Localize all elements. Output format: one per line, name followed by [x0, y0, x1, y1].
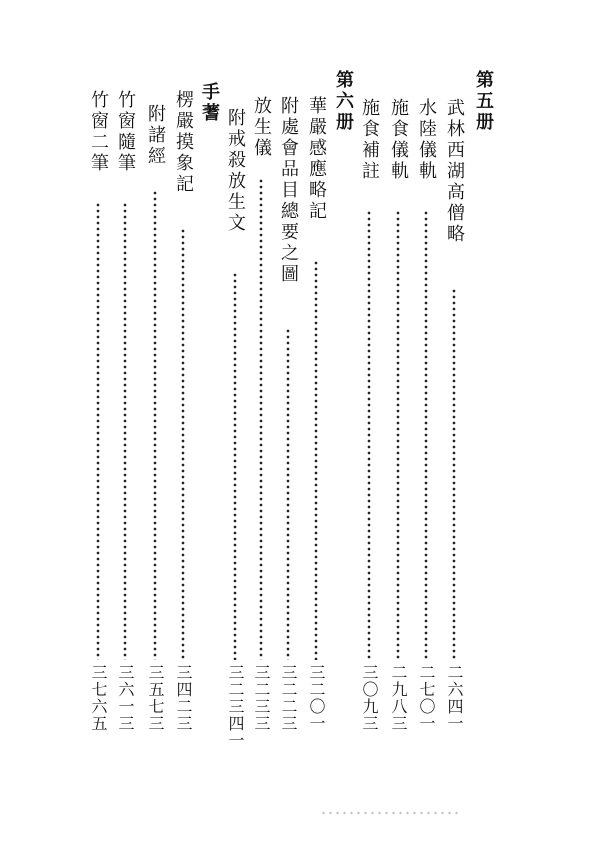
toc-entry-label: 施食補註 [359, 98, 380, 182]
scan-noise-marks [320, 810, 460, 816]
toc-entry-label: 放生儀 [251, 96, 272, 159]
toc-entry-page: 二七〇一 [417, 664, 436, 732]
toc-entry [413, 60, 439, 760]
volume-6-title: 第六册 [333, 70, 354, 133]
toc-entry-page: 三二二三 [279, 664, 298, 732]
toc-entry [222, 60, 248, 760]
toc-entry-page: 三二三三 [252, 664, 271, 732]
toc-entry [170, 60, 196, 760]
toc-entry [385, 60, 411, 760]
toc-entry [142, 60, 168, 760]
toc-entry [248, 60, 274, 760]
toc-entry-label: 施食儀軌 [388, 98, 409, 182]
toc-entry-label: 附諸經 [145, 104, 166, 167]
toc-entry-label: 竹窗隨筆 [115, 90, 136, 174]
toc-entry-label: 竹窗二筆 [88, 90, 109, 174]
leader-dots [286, 328, 290, 660]
toc-entry-page: 三五七三 [146, 664, 165, 732]
volume-5-title: 第五册 [473, 70, 494, 133]
manuscripts-heading-column [196, 60, 222, 760]
toc-entry [441, 60, 467, 760]
toc-entry [356, 60, 382, 760]
leader-dots [452, 288, 456, 660]
toc-entry-page: 三六一三 [116, 664, 135, 732]
volume-5-heading-column [470, 60, 496, 760]
toc-entry-page: 三四二三 [174, 664, 193, 732]
volume-6-heading-column [330, 60, 356, 760]
toc-entry [275, 60, 301, 760]
toc-entry [85, 60, 111, 760]
leader-dots [123, 202, 127, 660]
toc-entry-page: 二九八三 [389, 664, 408, 732]
leader-dots [96, 202, 100, 660]
toc-entry-page: 三七六五 [89, 664, 108, 732]
toc-entry-label: 水陸儀軌 [416, 98, 437, 182]
toc-entry-label: 楞嚴摸象記 [173, 90, 194, 195]
leader-dots [314, 260, 318, 660]
leader-dots [367, 210, 371, 660]
leader-dots [153, 190, 157, 660]
toc-entry-label: 附戒殺放生文 [225, 108, 246, 234]
leader-dots [396, 210, 400, 660]
leader-dots [233, 272, 237, 660]
leader-dots [181, 228, 185, 660]
toc-entry-label: 附處會品目總要之圖 [278, 96, 299, 285]
toc-entry-label: 華嚴感應略記 [306, 96, 327, 222]
toc-entry-page: 二六四一 [445, 664, 464, 732]
leader-dots [259, 178, 263, 660]
toc-entry [303, 60, 329, 760]
toc-entry-page: 三二〇一 [307, 664, 326, 732]
toc-entry [112, 60, 138, 760]
leader-dots [424, 210, 428, 660]
manuscripts-title: 手蓍 [199, 82, 220, 124]
toc-entry-label: 武林西湖高僧略 [444, 98, 465, 245]
toc-entry-page: 三〇九三 [360, 664, 379, 732]
toc-entry-page: 三二三四一 [226, 664, 245, 749]
